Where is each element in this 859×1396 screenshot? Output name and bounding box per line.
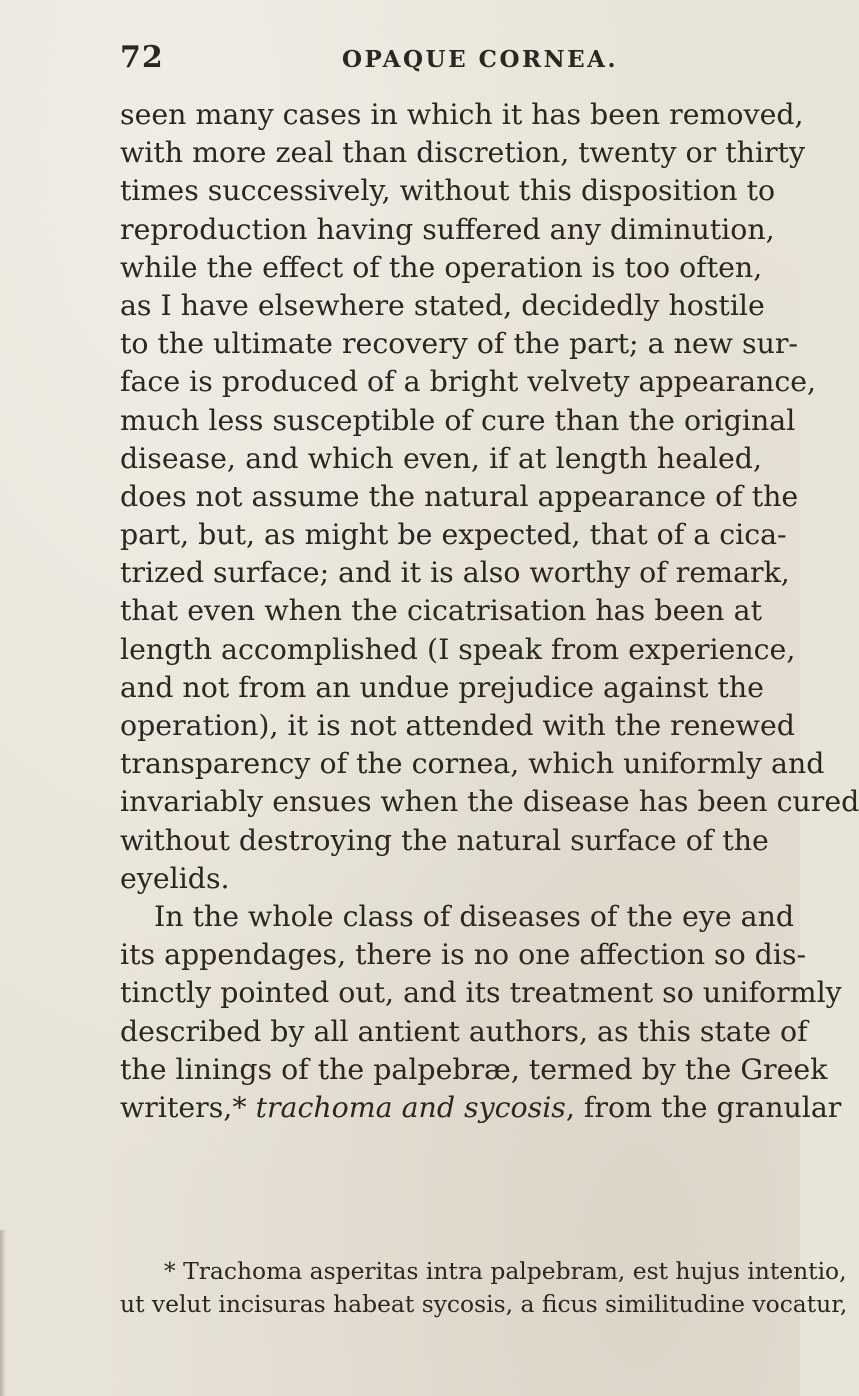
running-head	[120, 40, 760, 80]
text-line: described by all antient authors, as this state of	[120, 1014, 808, 1048]
text-line-with-italics	[120, 1089, 842, 1127]
running-head-title: OPAQUE CORNEA.	[342, 46, 618, 73]
text-line: trized surface; and it is also worthy of remark,	[120, 556, 790, 590]
paragraph-first-line: In the whole class of diseases of the eye and	[154, 899, 795, 933]
text-line: face is produced of a bright velvety appearance,	[120, 365, 817, 399]
text-line: that even when the cicatrisation has been at	[120, 594, 762, 628]
footnote-line: ut velut incisuras habeat sycosis, a ficus similitudine vocatur,	[120, 1290, 848, 1318]
text-line: does not assume the natural appearance of the	[120, 479, 799, 513]
text-line: to the ultimate recovery of the part; a new sur-	[120, 327, 799, 361]
text-line: seen many cases in which it has been removed,	[120, 98, 804, 131]
text-line: transparency of the cornea, which uniformly and	[120, 747, 825, 781]
text-line: much less susceptible of cure than the original	[120, 403, 796, 437]
footnote-line: * Trachoma asperitas intra palpebram, est hujus intentio,	[164, 1257, 847, 1285]
text-run: writers,*	[120, 1090, 256, 1124]
page-number: 72	[120, 40, 164, 75]
text-line: the linings of the palpebræ, termed by the Greek	[120, 1052, 828, 1086]
text-line: without destroying the natural surface of the	[120, 823, 769, 857]
text-line: its appendages, there is no one affection so dis-	[120, 938, 807, 972]
text-line: length accomplished (I speak from experience,	[120, 632, 796, 666]
text-line: disease, and which even, if at length healed,	[120, 441, 762, 475]
text-line: and not from an undue prejudice against the	[120, 670, 764, 704]
text-line: times successively, without this disposition to	[120, 174, 776, 208]
text-line: operation), it is not attended with the renewed	[120, 709, 795, 742]
italic-conjunction: and	[392, 1090, 465, 1124]
italic-term-trachoma: trachoma	[255, 1090, 393, 1124]
text-line: reproduction having suffered any diminution,	[120, 212, 775, 246]
text-line: with more zeal than discretion, twenty or thirty	[120, 136, 805, 170]
italic-term-sycosis: sycosis	[464, 1090, 566, 1124]
text-line: invariably ensues when the disease has been cured	[120, 785, 859, 819]
body-text	[120, 96, 859, 1127]
text-line: eyelids.	[120, 861, 230, 895]
text-line: while the effect of the operation is too often,	[120, 250, 763, 284]
text-run: , from the granular	[565, 1090, 842, 1124]
text-line: tinctly pointed out, and its treatment so uniformly	[120, 976, 842, 1010]
text-line: as I have elsewhere stated, decidedly hostile	[120, 288, 765, 322]
page-edge-shadow	[0, 1230, 6, 1396]
footnote	[120, 1255, 848, 1321]
text-line: part, but, as might be expected, that of a cica-	[120, 518, 787, 552]
